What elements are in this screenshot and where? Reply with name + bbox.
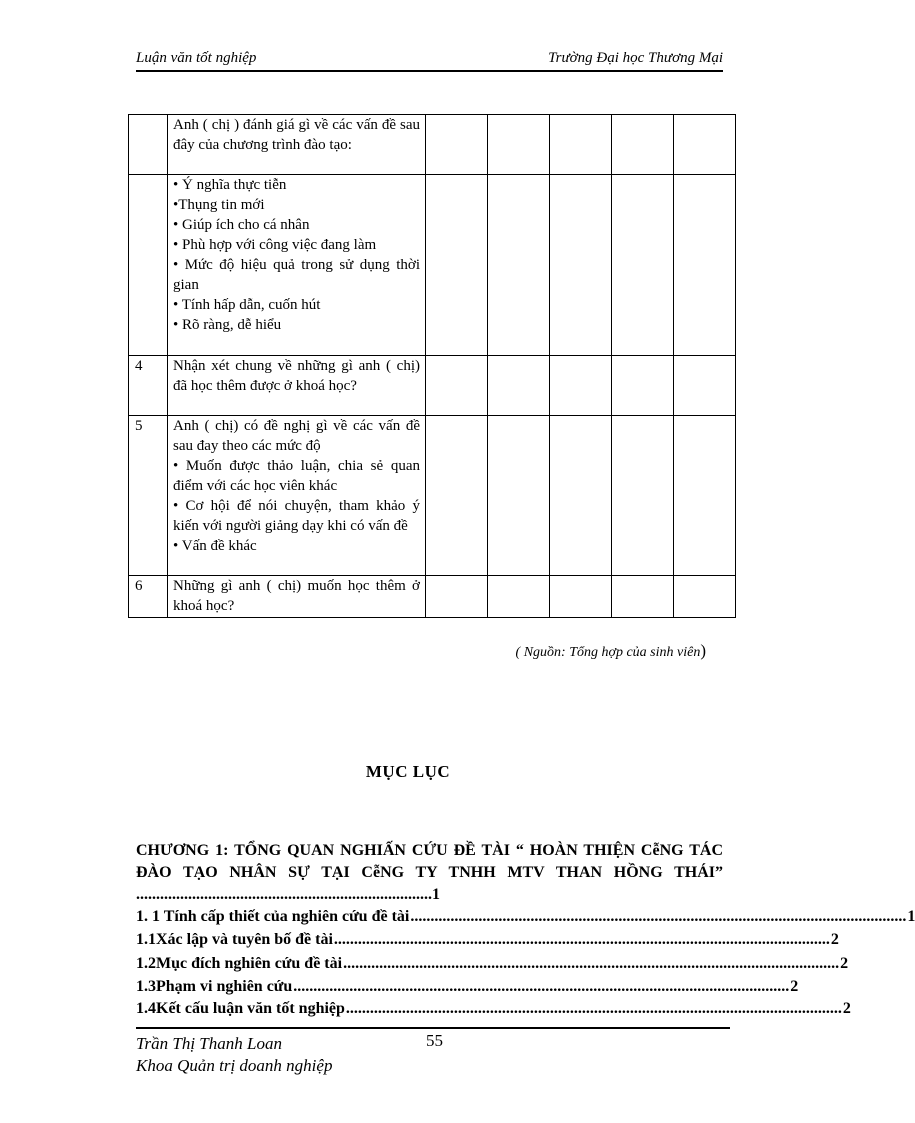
row-number: 5: [129, 416, 168, 576]
toc-entry-label: Mục đích nghiên cứu đề tài: [156, 955, 343, 972]
header-thesis-label: Luận văn tốt nghiệp: [136, 50, 257, 66]
page-number: 55: [426, 1031, 443, 1050]
rating-cell: [426, 416, 488, 576]
toc-entry-number: 1.2: [136, 955, 156, 972]
chapter-title: CHƯƠNG 1: TỔNG QUAN NGHIẤN CỨU ĐỀ TÀI “ HOÀN THIỆN CễNG TÁC ĐÀO TẠO NHÂN SỰ TẠI CễNG TY TNHH MTV THAN HỒNG THÁI”: [136, 842, 723, 881]
rating-cell: [488, 175, 550, 356]
toc-dots: ..........................................................................: [136, 886, 432, 903]
rating-cell: [426, 576, 488, 618]
question-line: • Vấn đề khác: [173, 538, 257, 554]
rating-cell: [426, 356, 488, 416]
toc-dots: ............................................................................................................................: [343, 955, 840, 972]
rating-cell: [612, 115, 674, 175]
source-close-paren: ): [700, 641, 706, 660]
toc-page-number: 2: [840, 955, 849, 972]
row-question: [168, 576, 426, 618]
table-row: [129, 175, 736, 356]
footer-author: Trần Thị Thanh Loan: [136, 1034, 282, 1053]
question-line: • Giúp ích cho cá nhân: [173, 217, 310, 233]
rating-cell: [612, 416, 674, 576]
table-row: [129, 576, 736, 618]
survey-table: [128, 114, 736, 618]
table-source-note: [516, 641, 706, 661]
toc-page-number: 2: [790, 978, 799, 995]
row-number: [129, 175, 168, 356]
toc-page-number: 1: [432, 886, 440, 903]
toc-entry-number: 1.3: [136, 978, 156, 995]
question-line: • Rõ ràng, dễ hiểu: [173, 317, 282, 333]
rating-cell: [612, 576, 674, 618]
rating-cell: [674, 356, 736, 416]
question-line: • Muốn được thảo luận, chia sẻ quan điểm với các học viên khác: [173, 458, 420, 494]
rating-cell: [550, 356, 612, 416]
row-question: [168, 416, 426, 576]
question-line: • Cơ hội để nói chuyện, tham khảo ý kiến với người giảng dạy khi có vấn đề: [173, 498, 420, 534]
header-university-name: Trường Đại học Thương Mại: [548, 50, 723, 66]
question-line: • Ý nghĩa thực tiễn: [173, 177, 287, 193]
toc-entry[interactable]: [136, 999, 851, 1019]
question-line: Nhận xét chung về những gì anh ( chị) đã học thêm được ở khoá học?: [173, 358, 420, 394]
rating-cell: [550, 115, 612, 175]
toc-title: MỤC LỤC: [365, 762, 451, 781]
question-line: Những gì anh ( chị) muốn học thêm ở khoá học?: [173, 578, 420, 614]
question-line: •Thụng tin mới: [173, 197, 265, 213]
footer-department: Khoa Quản trị doanh nghiệp: [136, 1056, 333, 1075]
question-line: Anh ( chị) có đề nghị gì về các vấn đề sau đay theo các mức độ: [173, 418, 420, 454]
rating-cell: [488, 115, 550, 175]
table-row: [129, 356, 736, 416]
question-line: • Phù hợp với công việc đang làm: [173, 237, 377, 253]
rating-cell: [612, 356, 674, 416]
row-question: [168, 115, 426, 175]
toc-entry-label: Kết cấu luận văn tốt nghiệp: [156, 1000, 345, 1017]
question-line: • Tính hấp dẫn, cuốn hút: [173, 297, 321, 313]
question-line: • Mức độ hiệu quả trong sử dụng thời gian: [173, 257, 420, 293]
toc-page-number: 1: [907, 908, 915, 925]
toc-entry[interactable]: [136, 977, 799, 997]
toc-entry-number: 1.4: [136, 1000, 156, 1017]
row-number: 4: [129, 356, 168, 416]
rating-cell: [488, 416, 550, 576]
row-number: 6: [129, 576, 168, 618]
rating-cell: [550, 175, 612, 356]
question-line: Anh ( chị ) đánh giá gì về các vấn đề sau đây của chương trình đào tạo:: [173, 117, 420, 153]
row-number: [129, 115, 168, 175]
row-question: [168, 356, 426, 416]
toc-entry[interactable]: [136, 930, 839, 950]
toc-page-number: 2: [830, 931, 839, 948]
toc-entry[interactable]: [136, 907, 915, 927]
toc-entry-number: 1.1: [136, 931, 156, 948]
source-open-paren: (: [515, 645, 524, 660]
rating-cell: [550, 416, 612, 576]
rating-cell: [426, 115, 488, 175]
toc-dots: ............................................................................................................................: [293, 978, 790, 995]
toc-dots: ............................................................................................................................: [410, 908, 907, 925]
rating-cell: [674, 416, 736, 576]
rating-cell: [488, 576, 550, 618]
toc-entry-label: 1. 1 Tính cấp thiết của nghiên cứu đề tài: [136, 908, 410, 925]
rating-cell: [550, 576, 612, 618]
page-header: [136, 48, 723, 72]
rating-cell: [426, 175, 488, 356]
row-question: [168, 175, 426, 356]
toc-entry-label: Xác lập và tuyên bố đề tài: [156, 931, 333, 948]
toc-chapter-entry[interactable]: [136, 840, 723, 906]
rating-cell: [488, 356, 550, 416]
toc-dots: ............................................................................................................................: [333, 931, 830, 948]
source-text: Nguồn: Tổng hợp của sinh viên: [523, 645, 701, 660]
rating-cell: [612, 175, 674, 356]
rating-cell: [674, 576, 736, 618]
table-row: [129, 115, 736, 175]
rating-cell: [674, 175, 736, 356]
toc-entry[interactable]: [136, 954, 849, 974]
rating-cell: [674, 115, 736, 175]
toc-dots: ............................................................................................................................: [345, 1000, 842, 1017]
footer-divider: [136, 1027, 730, 1029]
table-row: [129, 416, 736, 576]
toc-entry-label: Phạm vi nghiên cứu: [156, 978, 293, 995]
toc-page-number: 2: [842, 1000, 851, 1017]
